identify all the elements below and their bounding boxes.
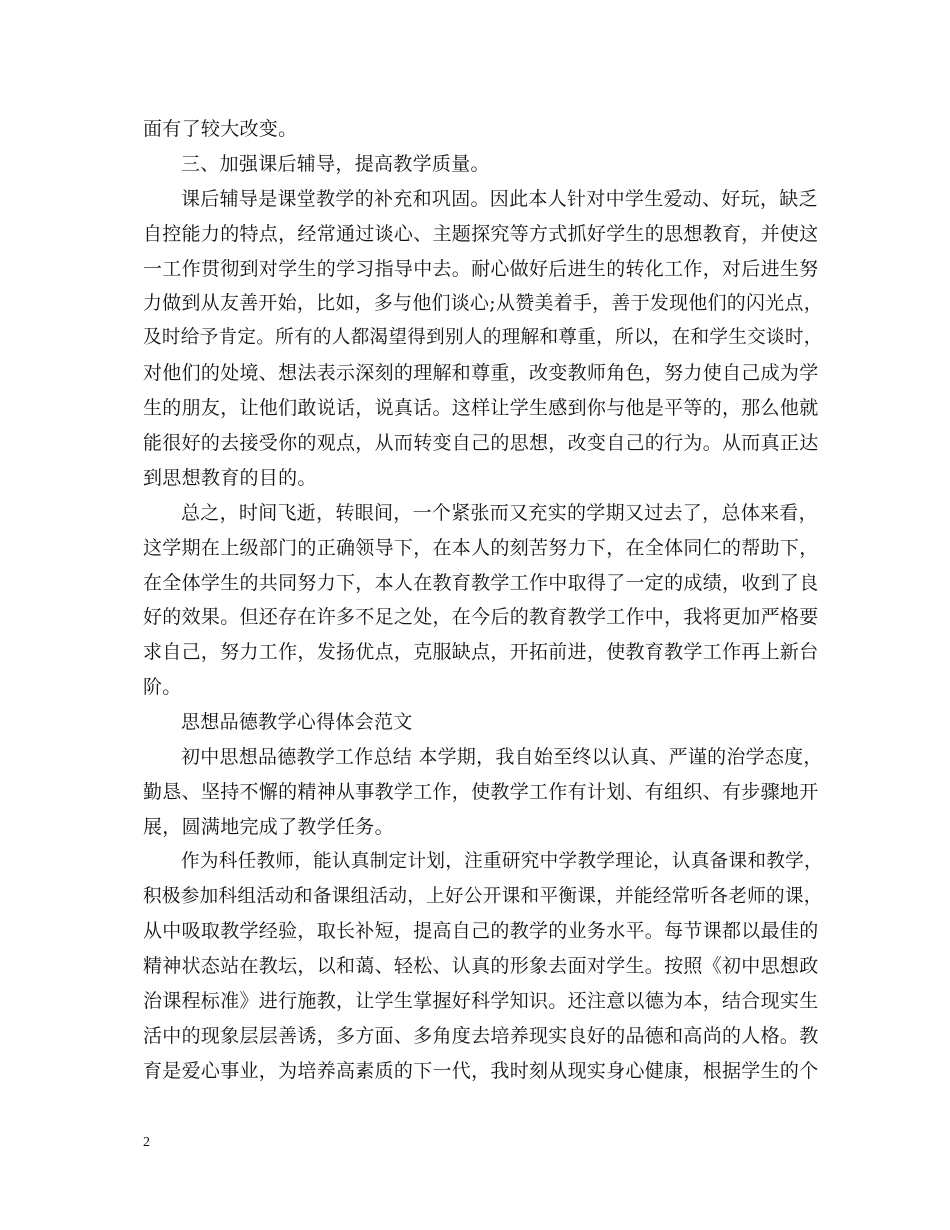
text-line: 力做到从友善开始，比如，多与他们谈心;从赞美着手，善于发现他们的闪光点， bbox=[143, 292, 823, 315]
text-line: 初中思想品德教学工作总结 本学期，我自始至终以认真、严谨的治学态度， bbox=[181, 746, 823, 769]
text-line: 及时给予肯定。所有的人都渴望得到别人的理解和尊重，所以，在和学生交谈时， bbox=[143, 327, 823, 349]
text-line: 求自己，努力工作，发扬优点，克服缺点，开拓前进，使教育教学工作再上新台 bbox=[143, 641, 819, 664]
text-line: 能很好的去接受你的观点，从而转变自己的思想，改变自己的行为。从而真正达 bbox=[143, 432, 819, 455]
text-line: 育是爱心事业，为培养高素质的下一代，我时刻从现实身心健康，根据学生的个 bbox=[143, 1060, 819, 1083]
text-line: 治课程标准》进行施教，让学生掌握好科学知识。还注意以德为本，结合现实生 bbox=[143, 990, 819, 1013]
text-line: 生的朋友，让他们敢说话，说真话。这样让学生感到你与他是平等的，那么他就 bbox=[143, 397, 819, 420]
page-number: 2 bbox=[143, 1135, 150, 1150]
text-line: 积极参加科组活动和备课组活动，上好公开课和平衡课，并能经常听各老师的课， bbox=[143, 885, 823, 907]
text-line: 思想品德教学心得体会范文 bbox=[181, 711, 413, 734]
text-line: 勤恳、坚持不懈的精神从事教学工作，使教学工作有计划、有组织、有步骤地开 bbox=[143, 780, 819, 803]
document-body bbox=[143, 112, 823, 1089]
text-line: 课后辅导是课堂教学的补充和巩固。因此本人针对中学生爱动、好玩，缺乏 bbox=[181, 187, 818, 210]
text-line: 一工作贯彻到对学生的学习指导中去。耐心做好后进生的转化工作，对后进生努 bbox=[143, 257, 819, 280]
text-line: 作为科任教师，能认真制定计划，注重研究中学教学理论，认真备课和教学， bbox=[181, 850, 823, 872]
text-line: 这学期在上级部门的正确领导下，在本人的刻苦努力下，在全体同仁的帮助下， bbox=[143, 536, 819, 559]
text-line: 展，圆满地完成了教学任务。 bbox=[143, 815, 394, 838]
text-line: 自控能力的特点，经常通过谈心、主题探究等方式抓好学生的思想教育，并使这 bbox=[143, 222, 819, 245]
text-line: 在全体学生的共同努力下，本人在教育教学工作中取得了一定的成绩，收到了良 bbox=[143, 571, 819, 594]
text-line: 精神状态站在教坛，以和蔼、轻松、认真的形象去面对学生。按照《初中思想政 bbox=[143, 955, 819, 978]
text-line: 好的效果。但还存在许多不足之处，在今后的教育教学工作中，我将更加严格要 bbox=[143, 606, 819, 629]
text-line: 阶。 bbox=[143, 676, 182, 699]
text-line: 面有了较大改变。 bbox=[143, 118, 298, 140]
text-line: 到思想教育的目的。 bbox=[143, 466, 317, 489]
text-line: 对他们的处境、想法表示深刻的理解和尊重，改变教师角色，努力使自己成为学 bbox=[143, 362, 819, 385]
text-line: 活中的现象层层善诱，多方面、多角度去培养现实良好的品德和高尚的人格。教 bbox=[143, 1025, 819, 1048]
text-line: 从中吸取教学经验，取长补短，提高自己的教学的业务水平。每节课都以最佳的 bbox=[143, 920, 819, 943]
text-line: 总之，时间飞逝，转眼间，一个紧张而又充实的学期又过去了，总体来看， bbox=[181, 501, 818, 524]
text-line: 三、加强课后辅导，提高教学质量。 bbox=[181, 152, 490, 175]
